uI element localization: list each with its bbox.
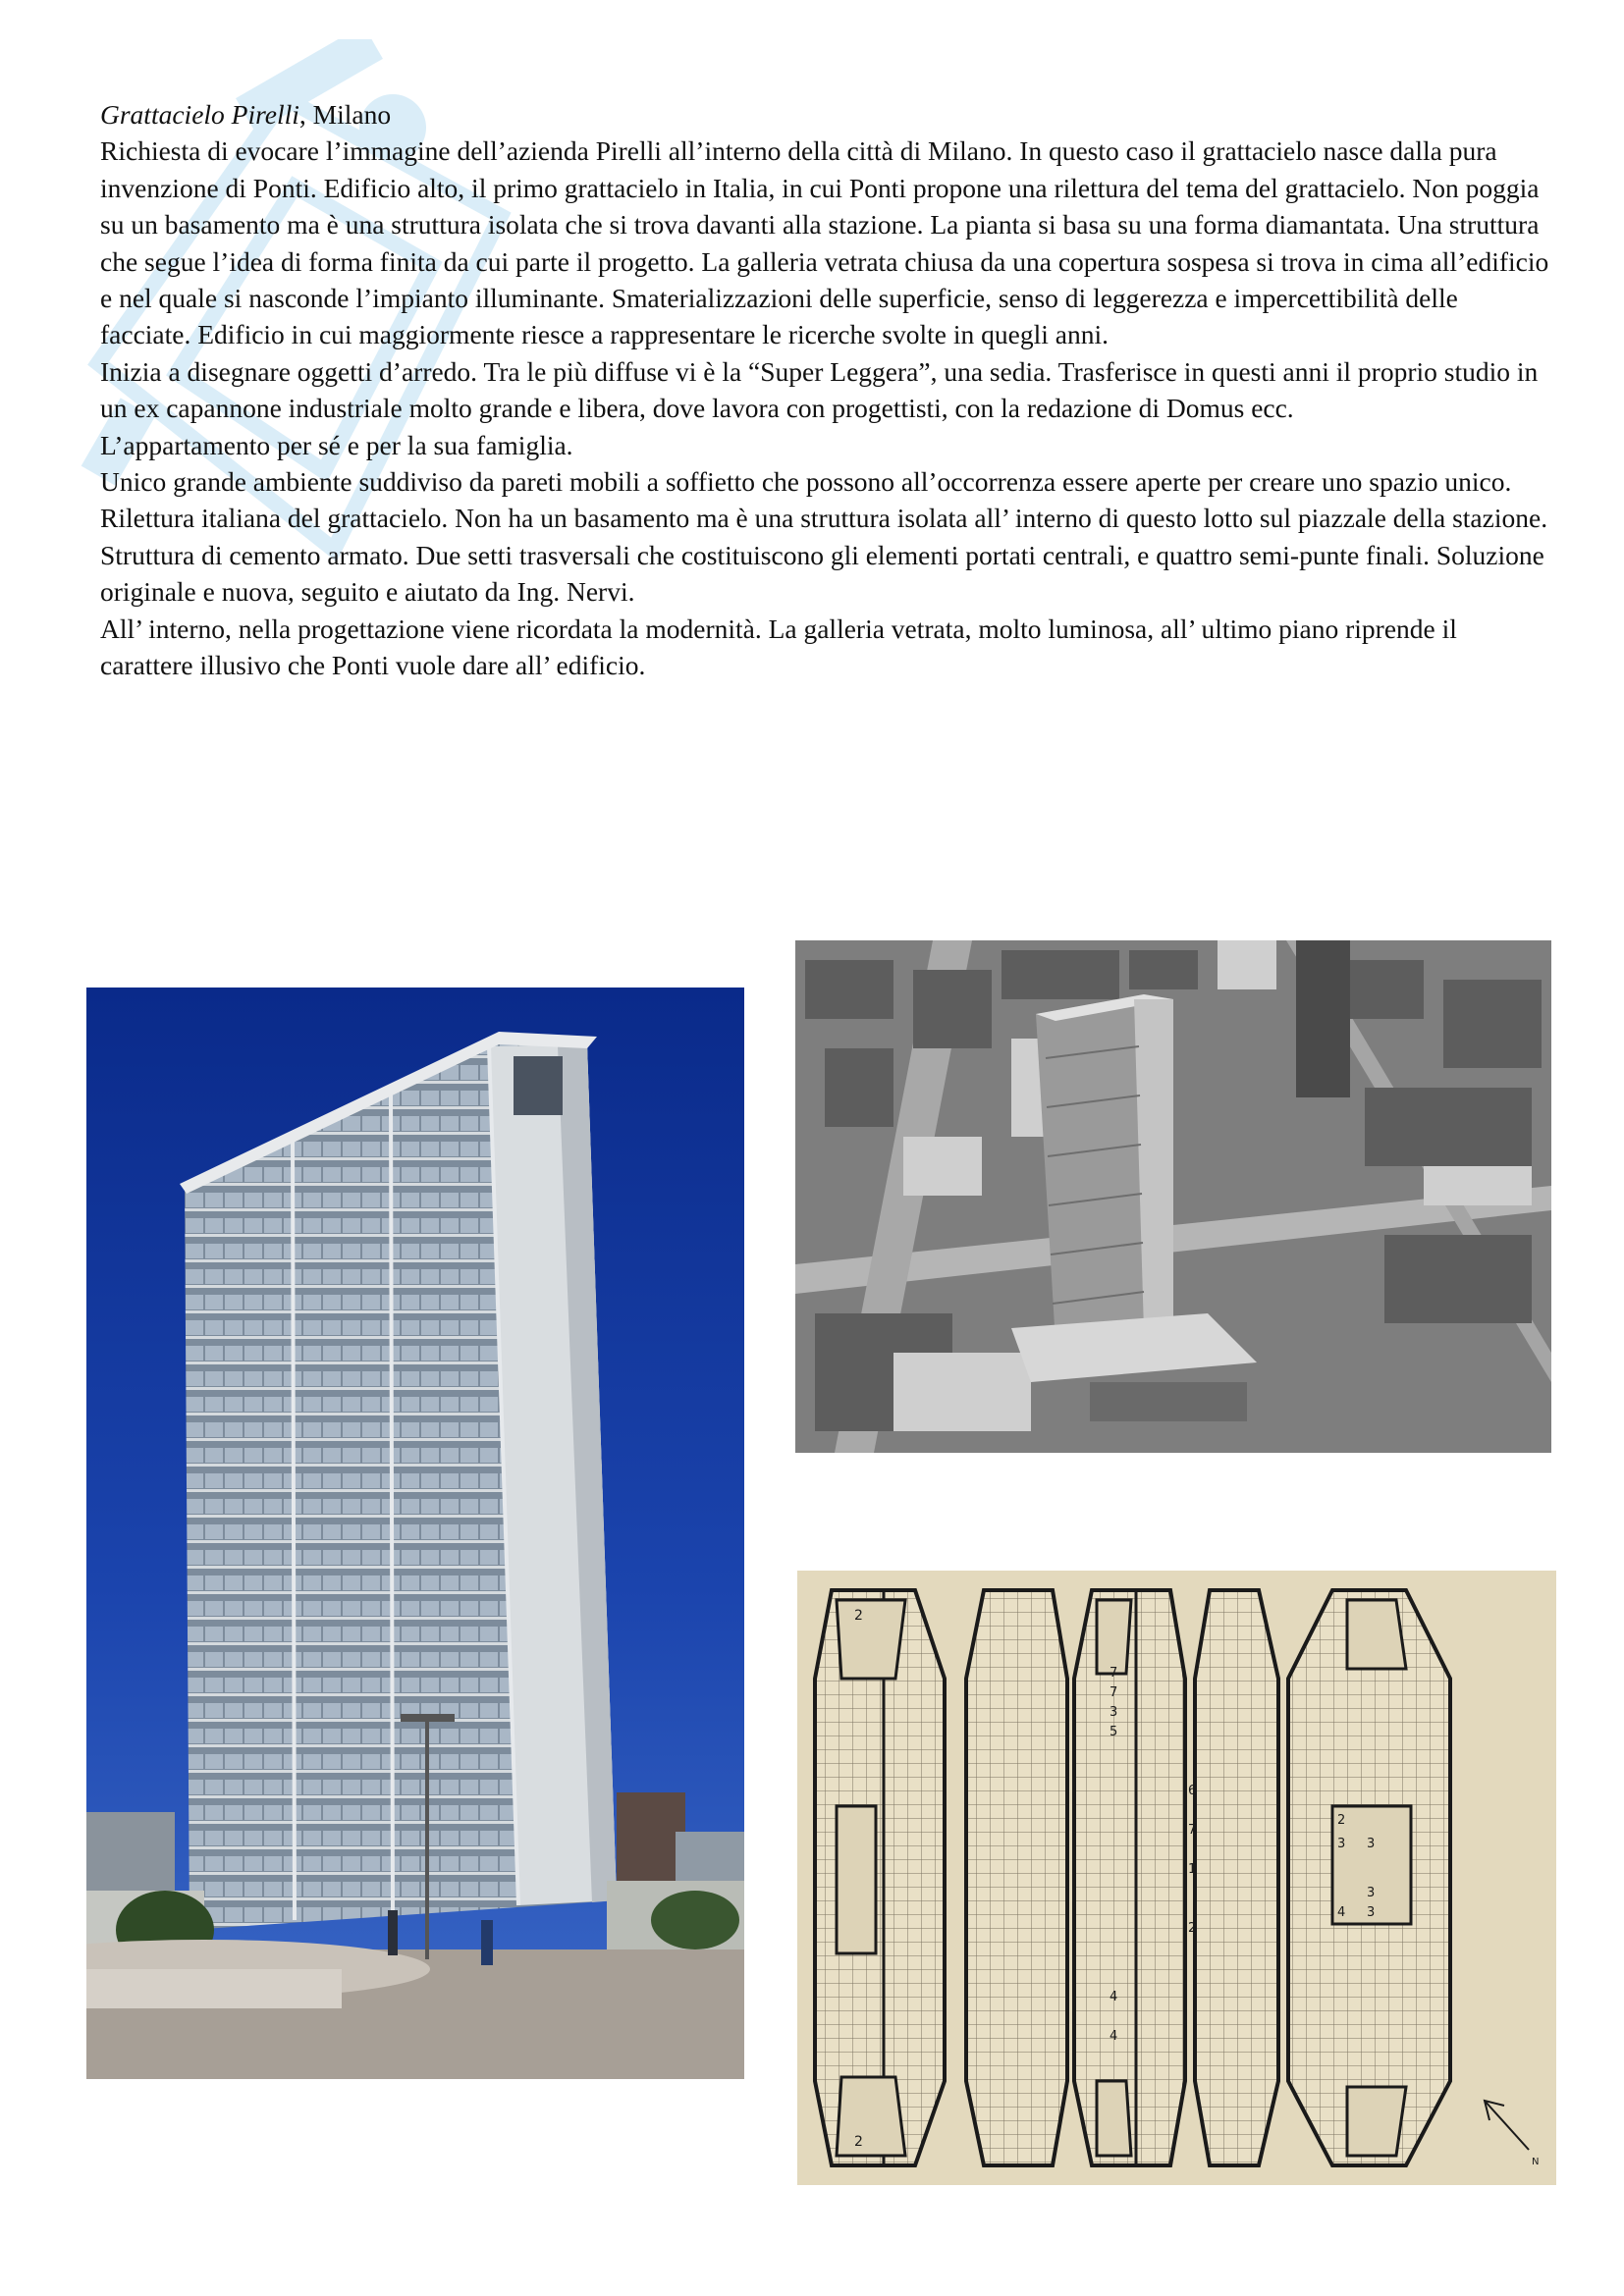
aerial-view-photo	[795, 940, 1551, 1453]
plan3-label-2: 3	[1337, 1837, 1346, 1851]
plan2-label-10: 4	[1110, 2029, 1118, 2044]
plan3-label-1: 2	[1337, 1813, 1346, 1828]
floor-plan-1	[815, 1590, 1067, 2165]
floor-plans-drawing	[797, 1571, 1556, 2185]
plan2-label-5: 6	[1188, 1784, 1197, 1798]
paragraph-furniture: Inizia a disegnare oggetti d’arredo. Tra le più diffuse vi è la “Super Leggera”, una sedia. Trasferisce in questi anni il proprio studio in un ex capannone industriale molto grande e libera, dove lavora con progettisti, con la redazione di Domus ecc.	[100, 355, 1539, 424]
plan2-label-2: 7	[1110, 1685, 1118, 1700]
paragraph-reading: Rilettura italiana del grattacielo. Non ha un basamento ma è una struttura isolata all’ interno di questo lotto sul piazzale della stazione.	[100, 503, 1548, 534]
heading-location: , Milano	[298, 99, 392, 130]
plan2-label-6: 7	[1188, 1823, 1197, 1838]
plan2-label-7: 1	[1188, 1862, 1197, 1877]
paragraph-apartment: L’appartamento per sé e per la sua famiglia.	[100, 429, 573, 460]
paragraph-space: Unico grande ambiente suddiviso da pareti mobili a soffietto che possono all’occorrenza essere aperte per creare uno spazio unico.	[100, 466, 1512, 498]
plan2-label-8: 2	[1188, 1921, 1197, 1936]
plan3-label-6: 3	[1367, 1905, 1376, 1920]
floor-plan-2	[1074, 1590, 1278, 2165]
plan3-label-3: 3	[1367, 1837, 1376, 1851]
plan2-label-3: 3	[1110, 1705, 1118, 1720]
plan3-label-5: 4	[1337, 1905, 1346, 1920]
plan2-label-1: 7	[1110, 1666, 1118, 1681]
plan2-label-4: 5	[1110, 1725, 1118, 1739]
paragraph-intro: Richiesta di evocare l’immagine dell’azienda Pirelli all’interno della città di Milano. In questo caso il grattacielo nasce dalla pura invenzione di Ponti. Edificio alto, il primo grattacielo in Italia, in cui Ponti propone una rilettura del tema del grattacielo. Non poggia su un basamento ma è una struttura isolata che si trova davanti alla stazione. La pianta si basa su una forma diamantata. Una struttura che segue l’idea di forma finita da cui parte il progetto. La galleria vetrata chiusa da una copertura sospesa si trova in cima all’edificio e nel quale si nasconde l’impianto illuminante. Smaterializzazioni delle superficie, senso di leggerezza e impercettibilità delle facciate. Edificio in cui maggiormente riesce a rappresentare le ricerche svolte in quegli anni.	[100, 135, 1549, 350]
heading-title: Grattacielo Pirelli	[100, 99, 299, 130]
plan2-label-9: 4	[1110, 1990, 1118, 2004]
north-mark: N	[1532, 2157, 1540, 2167]
document-text	[100, 96, 1553, 684]
plan1-label-bottom: 2	[854, 2134, 863, 2150]
paragraph-interior: All’ interno, nella progettazione viene ricordata la modernità. La galleria vetrata, molto luminosa, all’ ultimo piano riprende il carattere illusivo che Ponti vuole dare all’ edificio.	[100, 613, 1457, 681]
document-heading	[100, 96, 1553, 133]
pirelli-tower-photo	[86, 988, 744, 2079]
plan3-label-4: 3	[1367, 1886, 1376, 1900]
paragraph-structure: Struttura di cemento armato. Due setti trasversali che costituiscono gli elementi portati centrali, e quattro semi-punte finali. Soluzione originale e nuova, seguito e aiutato da Ing. Nervi.	[100, 539, 1544, 608]
plan1-label-top: 2	[854, 1608, 863, 1624]
